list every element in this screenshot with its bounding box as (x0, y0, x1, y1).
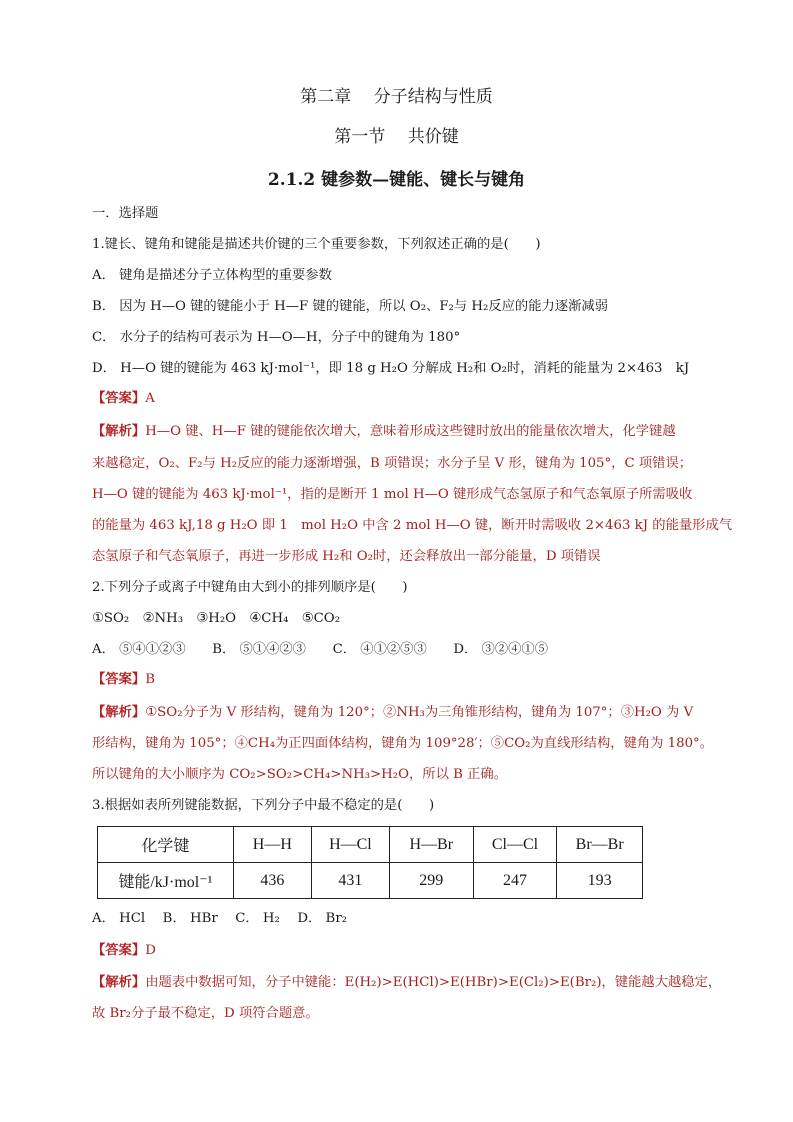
q1-option-b: B． 因为 H—O 键的键能小于 H—F 键的键能，所以 O₂、F₂与 H₂反应的能力逐渐减弱 (92, 299, 608, 314)
q1-explanation-line: H—O 键的键能为 463 kJ·mol⁻¹，指的是断开 1 mol H—O 键形成气态氢原子和气态氧原子所需吸收 (92, 487, 693, 502)
q1-stem: 1.键长、键角和键能是描述共价键的三个重要参数，下列叙述正确的是( ) (92, 237, 541, 252)
table-cell: 化学键 (98, 827, 234, 863)
answer-value: D (145, 943, 156, 958)
answer-value: B (145, 672, 155, 687)
q1-option-c: C． 水分子的结构可表示为 H—O—H，分子中的键角为 180° (92, 330, 461, 345)
q1-explanation-line: 【解析】H—O 键、H—F 键的键能依次增大，意味着形成这些键时放出的能量依次增大，化学键越 (92, 424, 676, 439)
q2-explanation-line: 【解析】①SO₂分子为 V 形结构，键角为 120°；②NH₃为三角锥形结构，键角为 107°；③H₂O 为 V (92, 705, 694, 720)
table-header-row (98, 827, 643, 863)
q1-answer (92, 390, 712, 408)
q1-explanation-line: 的能量为 463 kJ,18 g H₂O 即 1 mol H₂O 中含 2 mol H—O 键，断开时需吸收 2×463 kJ 的能量形成气 (92, 518, 733, 533)
explanation-label: 【解析】 (92, 424, 146, 439)
q3-explanation-line: 故 Br₂分子最不稳定，D 项符合题意。 (92, 1006, 319, 1021)
table-row (98, 863, 643, 899)
section-title: 第一节 共价键 (334, 127, 459, 147)
q2-stem: 2.下列分子或离子中键角由大到小的排列顺序是( ) (92, 580, 408, 595)
explanation-label: 【解析】 (92, 705, 146, 720)
table-cell: 247 (473, 863, 557, 899)
table-cell: H—Cl (311, 827, 389, 863)
q1-option-d: D． H—O 键的键能为 463 kJ·mol⁻¹，即 18 g H₂O 分解成 H₂和 O₂时，消耗的能量为 2×463 kJ (92, 361, 690, 376)
table-cell: 193 (557, 863, 643, 899)
table-cell: 299 (389, 863, 473, 899)
q1-option-a: A． 键角是描述分子立体构型的重要参数 (92, 268, 332, 283)
q3-options: A． HCl B． HBr C． H₂ D． Br₂ (92, 911, 348, 926)
q3-explanation-line: 【解析】由题表中数据可知，分子中键能：E(H₂)>E(HCl)>E(HBr)>E(Cl₂)>E(Br₂)，键能越大越稳定， (92, 975, 722, 990)
answer-label: 【答案】 (92, 943, 146, 958)
q2-items: ①SO₂ ②NH₃ ③H₂O ④CH₄ ⑤CO₂ (92, 611, 341, 626)
q3-answer (92, 942, 712, 960)
table-cell: H—H (233, 827, 311, 863)
table-cell: H—Br (389, 827, 473, 863)
table-cell: Br—Br (557, 827, 643, 863)
part-heading: 一．选择题 (92, 206, 159, 221)
q2-answer (92, 671, 712, 689)
table-cell: Cl—Cl (473, 827, 557, 863)
table-cell: 键能/kJ·mol⁻¹ (98, 863, 234, 899)
q1-explanation-line: 态氢原子和气态氧原子，再进一步形成 H₂和 O₂时，还会释放出一部分能量，D 项错误 (92, 549, 601, 564)
q2-options: A． ⑤④①②③ B． ⑤①④②③ C． ④①②⑤③ D． ③②④①⑤ (92, 642, 549, 657)
q2-explanation-line: 所以键角的大小顺序为 CO₂>SO₂>CH₄>NH₃>H₂O，所以 B 正确。 (92, 767, 508, 782)
explanation-label: 【解析】 (92, 975, 146, 990)
table-cell: 436 (233, 863, 311, 899)
bond-energy-table (97, 826, 643, 899)
answer-value: A (145, 391, 155, 406)
q1-explanation-line: 来越稳定，O₂、F₂与 H₂反应的能力逐渐增强，B 项错误；水分子呈 V 形，键角为 105°，C 项错误； (92, 456, 693, 471)
chapter-title: 第二章 分子结构与性质 (300, 87, 493, 107)
lesson-title: 2.1.2 键参数—键能、键长与键角 (267, 170, 526, 190)
q2-explanation-line: 形结构，键角为 105°；④CH₄为正四面体结构，键角为 109°28′；⑤CO₂为直线形结构，键角为 180°。 (92, 736, 714, 751)
q3-stem: 3.根据如表所列键能数据，下列分子中最不稳定的是( ) (92, 798, 435, 813)
answer-label: 【答案】 (92, 391, 146, 406)
answer-label: 【答案】 (92, 672, 146, 687)
table-cell: 431 (311, 863, 389, 899)
